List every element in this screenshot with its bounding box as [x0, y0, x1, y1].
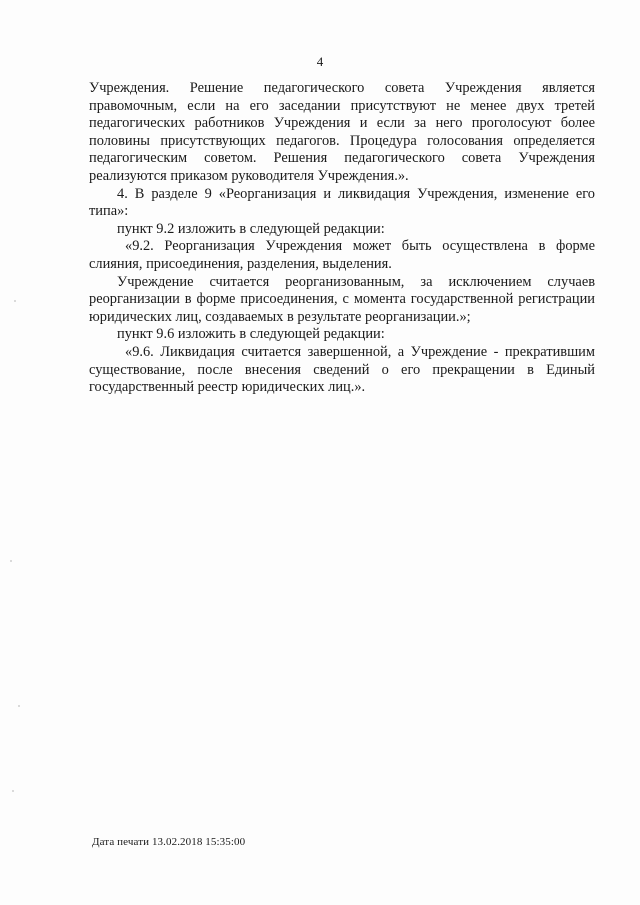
scan-speck: [14, 300, 16, 302]
paragraph-reorganized: Учреждение считается реорганизованным, за исключением случаев реорганизации в форме присоединения, с момента государственной регистрации юридических лиц, создаваемых в результате реорганизации.»;: [89, 273, 595, 325]
scan-speck: [12, 790, 14, 792]
scan-speck: [10, 560, 12, 562]
document-body: [89, 80, 595, 397]
print-date: Дата печати 13.02.2018 15:35:00: [92, 836, 246, 848]
paragraph-item-9-2-intro: пункт 9.2 изложить в следующей редакции:: [117, 220, 385, 237]
paragraph-council-decision: Учреждения. Решение педагогического совета Учреждения является правомочным, если на его заседании присутствуют не менее двух третей педагогических работников Учреждения и если за него проголосуют более половины присутствующих педагогов. Процедура голосования определяется педагогическим советом. Решения педагогического совета Учреждения реализуются приказом руководителя Учреждения.».: [89, 80, 595, 184]
page-number: 4: [316, 54, 324, 69]
paragraph-section-9: 4. В разделе 9 «Реорганизация и ликвидация Учреждения, изменение его типа»:: [89, 185, 595, 220]
scan-speck: [18, 705, 20, 707]
paragraph-item-9-2-text: «9.2. Реорганизация Учреждения может быть осуществлена в форме слияния, присоединения, разделения, выделения.: [89, 238, 595, 272]
paragraph-item-9-6-text: «9.6. Ликвидация считается завершенной, а Учреждение - прекратившим существование, после внесения сведений о его прекращении в Единый государственный реестр юридических лиц.».: [89, 343, 595, 396]
paragraph-item-9-6-intro: пункт 9.6 изложить в следующей редакции:: [117, 326, 385, 343]
